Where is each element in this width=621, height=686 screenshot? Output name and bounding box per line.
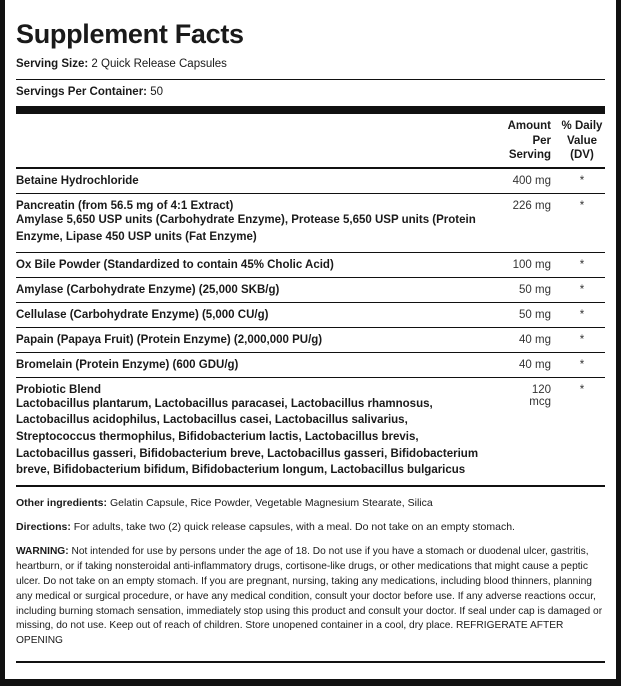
daily-value-cell: * <box>579 308 585 321</box>
other-ingredients-line <box>16 496 605 511</box>
daily-value-cell: * <box>579 283 585 296</box>
amount-cell: 50 mg <box>519 308 551 321</box>
column-header-ingredient <box>16 114 485 168</box>
amount-cell: 50 mg <box>519 283 551 296</box>
table-row <box>16 194 605 252</box>
directions-value: For adults, take two (2) quick release capsules, with a meal. Do not take on an empty stomach. <box>73 521 515 534</box>
amount-cell: 400 mg <box>512 175 551 188</box>
ingredient-name: Betaine Hydrochloride <box>16 175 139 188</box>
directions-label: Directions: <box>16 521 71 534</box>
bottom-bar <box>0 679 621 686</box>
amount-cell: 40 mg <box>519 333 551 346</box>
amount-line-2: Per <box>532 134 551 147</box>
divider-below-table <box>16 485 605 487</box>
warning-line <box>16 545 605 648</box>
ingredient-cell <box>16 194 485 252</box>
ingredient-name: Probiotic Blend <box>16 383 101 396</box>
dv-line-2: Value <box>566 134 598 147</box>
ingredient-cell <box>16 252 485 277</box>
amount-cell: 40 mg <box>519 358 551 371</box>
table-row <box>16 252 605 277</box>
ingredient-detail: Lactobacillus plantarum, Lactobacillus paracasei, Lactobacillus rhamnosus, Lactobacillus acidophilus, Lactobacillus casei, Lactobacillus salivarius, Streptococcus thermophilus, Bifidobacterium lactis, Lactobacillus brevis, Lactobacillus gasseri, Bifidobacterium breve, Lactobacillus gasseri, Bifidobacterium breve, Bifidobacterium bifidum, Bifidobacterium longum, Lactobacillus bulgaricus <box>16 397 479 477</box>
table-body <box>16 168 605 485</box>
supplement-facts-table <box>16 114 605 485</box>
other-ingredients-value: Gelatin Capsule, Rice Powder, Vegetable Magnesium Stearate, Silica <box>109 497 433 510</box>
ingredient-cell <box>16 302 485 327</box>
ingredient-cell <box>16 352 485 377</box>
amount-line-2: mcg <box>529 395 551 408</box>
divider-thick-header <box>16 106 605 114</box>
amount-cell <box>485 377 559 485</box>
amount-line-1: 120 <box>531 383 551 396</box>
ingredient-cell <box>16 277 485 302</box>
amount-line-1: Amount <box>507 120 551 133</box>
ingredient-name: Pancreatin (from 56.5 mg of 4:1 Extract) <box>16 200 234 213</box>
other-ingredients-label: Other ingredients: <box>16 497 108 510</box>
amount-line-3: Serving <box>508 148 551 161</box>
table-row <box>16 352 605 377</box>
daily-value-cell: * <box>579 258 585 271</box>
daily-value-cell: * <box>579 200 585 213</box>
serving-size-line <box>16 57 605 72</box>
amount-cell: 100 mg <box>512 258 551 271</box>
divider-under-serving-size <box>16 79 605 80</box>
table-header-row <box>16 114 605 168</box>
ingredient-name: Cellulase (Carbohydrate Enzyme) (5,000 CU/g) <box>16 308 269 321</box>
ingredient-name: Amylase (Carbohydrate Enzyme) (25,000 SKB/g) <box>16 283 280 296</box>
warning-label: WARNING: <box>16 546 69 558</box>
ingredient-cell <box>16 327 485 352</box>
table-row <box>16 327 605 352</box>
serving-size-value: 2 Quick Release Capsules <box>91 58 227 71</box>
table-row <box>16 277 605 302</box>
table-row <box>16 168 605 194</box>
ingredient-detail: Amylase 5,650 USP units (Carbohydrate Enzyme), Protease 5,650 USP units (Protein Enzyme, Lipase 450 USP units (Fat Enzyme) <box>16 214 476 244</box>
ingredient-name: Ox Bile Powder (Standardized to contain 45% Cholic Acid) <box>16 258 334 271</box>
ingredient-cell <box>16 377 485 485</box>
label-inner <box>16 20 605 663</box>
daily-value-cell: * <box>579 333 585 346</box>
warning-value: Not intended for use by persons under the age of 18. Do not use if you have a stomach or duodenal ulcer, gastritis, heartburn, or if taking nonsteroidal anti-inflammatory drugs, cortisone-like drugs, or other medications that might cause a peptic ulcer. Do not take on an empty stomach. If you are pregnant, nursing, taking any medications, including blood thinners, planning any medical or surgical procedure, or have any medical condition, consult your doctor before use. If any adverse reactions occur, including burning stomach sensation, immediately stop using this product and consult your doctor. If seal under cap is damaged or missing, do not use. Keep out of reach of children. Store unopened container in a cool, dry place. REFRIGERATE AFTER OPENING <box>16 546 603 647</box>
dv-line-3: (DV) <box>570 148 594 161</box>
table-header <box>16 114 605 168</box>
table-row <box>16 377 605 485</box>
daily-value-cell: * <box>579 383 585 396</box>
column-header-amount-per-serving <box>485 114 559 168</box>
divider-bottom <box>16 661 605 663</box>
daily-value-cell: * <box>579 358 585 371</box>
table-row <box>16 302 605 327</box>
column-header-daily-value <box>559 114 605 168</box>
ingredient-cell <box>16 168 485 194</box>
daily-value-cell: * <box>579 175 585 188</box>
servings-per-container-line <box>16 85 605 100</box>
ingredient-name: Papain (Papaya Fruit) (Protein Enzyme) (2,000,000 PU/g) <box>16 333 323 346</box>
servings-per-container-value: 50 <box>150 86 164 99</box>
ingredient-name: Bromelain (Protein Enzyme) (600 GDU/g) <box>16 358 239 371</box>
amount-cell: 226 mg <box>512 200 551 213</box>
servings-per-container-label: Servings Per Container: <box>16 86 148 99</box>
directions-line <box>16 520 605 535</box>
serving-size-label: Serving Size: <box>16 58 89 71</box>
dv-line-1: % Daily <box>561 120 603 133</box>
page-title: Supplement Facts <box>16 19 244 49</box>
